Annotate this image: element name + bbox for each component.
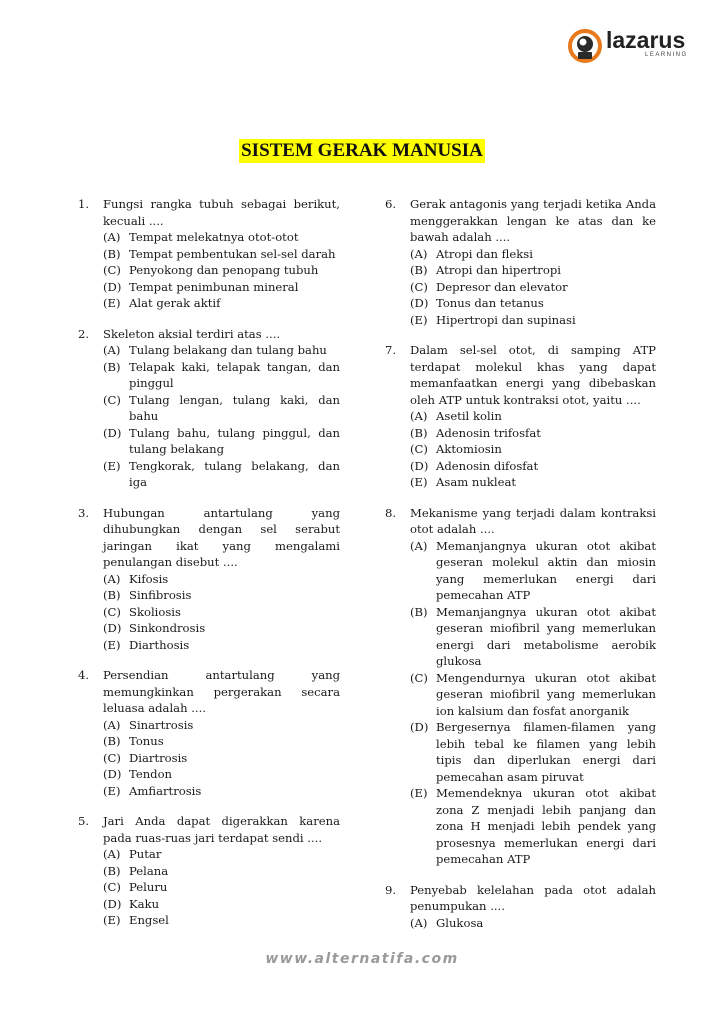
answer-option (410, 295, 656, 312)
option-text: Adenosin difosfat (436, 458, 539, 473)
option-text: Asam nukleat (436, 475, 517, 489)
option-text: Amfiartrosis (129, 783, 202, 798)
question-item (78, 667, 340, 799)
question-item (385, 505, 656, 868)
option-label: (C) (103, 604, 121, 619)
answer-option (103, 863, 340, 880)
answer-option (103, 359, 340, 392)
option-label: (E) (103, 296, 121, 310)
option-text: Bergesernya filamen-filamen yang lebih tebal ke filamen yang lebih tipis dan diperlukan energi dari pemecahan asam piruvat (436, 720, 656, 784)
question-number: 3. (78, 505, 90, 520)
logo-subtitle: LEARNING (645, 52, 688, 58)
option-text: Mengendurnya ukuran otot akibat geseran miofibril yang memerlukan ion kalsium dan fosfat anorganik (436, 670, 656, 718)
option-text: Telapak kaki, telapak tangan, dan pinggul (129, 359, 340, 390)
answer-option (410, 279, 656, 296)
option-label: (D) (410, 296, 429, 310)
option-label: (A) (103, 717, 121, 732)
lazarus-logo-icon (567, 28, 603, 64)
questions-left-column (78, 196, 340, 943)
answer-option (103, 587, 340, 604)
option-label: (B) (103, 359, 121, 374)
option-label: (A) (103, 230, 121, 244)
answer-option (410, 408, 656, 425)
option-label: (D) (410, 458, 429, 473)
option-text: Memanjangnya ukuran otot akibat geseran molekul aktin dan miosin yang memerlukan energi dari pemecahan ATP (436, 538, 656, 602)
option-label: (E) (103, 637, 121, 652)
option-label: (A) (410, 915, 428, 930)
option-text: Alat gerak aktif (129, 296, 221, 310)
option-label: (E) (103, 913, 121, 927)
answer-option (410, 441, 656, 458)
option-text: Glukosa (436, 915, 484, 930)
page-title: SISTEM GERAK MANUSIA (241, 140, 483, 161)
answer-option (103, 229, 340, 246)
option-label: (A) (103, 847, 121, 861)
option-text: Memanjangnya ukuran otot akibat geseran miofibril yang memerlukan energi dari metabolisme aerobik glukosa (436, 604, 656, 668)
answer-option (410, 785, 656, 868)
answer-option (103, 342, 340, 359)
question-text: Mekanisme yang terjadi dalam kontraksi otot adalah .... (410, 505, 656, 536)
option-label: (D) (103, 425, 122, 440)
answer-option (103, 637, 340, 654)
option-text: Skoliosis (129, 604, 181, 619)
option-label: (D) (103, 279, 122, 294)
option-text: Sinkondrosis (129, 621, 206, 635)
answer-option (410, 538, 656, 604)
question-text: Dalam sel-sel otot, di samping ATP terdapat molekul khas yang dapat memanfaatkan energi yang dibebaskan oleh ATP untuk kontraksi otot, yaitu .... (410, 343, 656, 407)
option-label: (D) (103, 621, 122, 635)
question-text: Hubungan antartulang yang dihubungkan dengan sel serabut jaringan ikat yang mengalami penulangan disebut .... (103, 505, 340, 569)
answer-option (103, 766, 340, 783)
option-text: Hipertropi dan supinasi (436, 312, 576, 327)
option-label: (A) (410, 246, 428, 261)
option-label: (E) (103, 458, 121, 473)
question-item (385, 342, 656, 491)
option-text: Memendeknya ukuran otot akibat zona Z menjadi lebih panjang dan zona H menjadi lebih pendek yang prosesnya memerlukan energi dari pemecahan ATP (436, 786, 656, 866)
option-label: (D) (410, 720, 429, 734)
answer-option (103, 604, 340, 621)
footer (0, 948, 724, 967)
option-label: (C) (103, 392, 121, 407)
question-text: Persendian antartulang yang memungkinkan pergerakan secara leluasa adalah .... (103, 668, 340, 715)
answer-option (410, 670, 656, 720)
option-label: (C) (103, 263, 121, 277)
option-label: (A) (103, 571, 121, 586)
option-text: Asetil kolin (436, 409, 502, 423)
question-item (78, 196, 340, 312)
option-label: (A) (103, 343, 121, 357)
answer-option (103, 717, 340, 734)
option-label: (B) (103, 734, 121, 748)
option-text: Tonus (129, 734, 164, 748)
brand-logo (567, 27, 699, 65)
option-text: Tempat pembentukan sel-sel darah (129, 246, 336, 261)
option-label: (B) (410, 263, 428, 277)
answer-option (410, 425, 656, 442)
option-text: Sinfibrosis (129, 588, 192, 602)
footer-website: www.alternatifa.com (265, 951, 459, 967)
question-number: 4. (78, 668, 90, 682)
question-text: Fungsi rangka tubuh sebagai berikut, kecuali .... (103, 197, 340, 228)
question-number: 8. (385, 505, 397, 520)
option-label: (B) (410, 425, 428, 440)
option-text: Kifosis (129, 571, 169, 586)
option-text: Tulang bahu, tulang pinggul, dan tulang belakang (129, 425, 340, 456)
option-text: Sinartrosis (129, 717, 194, 732)
option-text: Depresor dan elevator (436, 279, 568, 294)
question-number: 5. (78, 814, 90, 828)
answer-option (103, 846, 340, 863)
option-label: (C) (410, 670, 428, 685)
option-label: (C) (410, 279, 428, 294)
question-number: 6. (385, 197, 397, 211)
answer-option (103, 246, 340, 263)
option-text: Aktomiosin (436, 442, 502, 456)
answer-option (103, 912, 340, 929)
answer-option (103, 295, 340, 312)
option-text: Diartrosis (129, 750, 188, 765)
option-text: Tulang belakang dan tulang bahu (129, 343, 327, 357)
answer-option (103, 783, 340, 800)
answer-option (410, 246, 656, 263)
option-label: (E) (410, 786, 428, 800)
answer-option (103, 458, 340, 491)
option-text: Diarthosis (129, 637, 190, 652)
option-label: (C) (103, 880, 121, 894)
option-text: Tempat melekatnya otot-otot (129, 230, 299, 244)
option-text: Kaku (129, 896, 160, 911)
question-text: Gerak antagonis yang terjadi ketika Anda menggerakkan lengan ke atas dan ke bawah adalah .... (410, 197, 656, 244)
answer-option (103, 879, 340, 896)
question-number: 2. (78, 326, 90, 341)
question-text: Jari Anda dapat digerakkan karena pada ruas-ruas jari terdapat sendi .... (103, 814, 340, 845)
question-item (78, 326, 340, 491)
option-label: (B) (103, 588, 121, 602)
answer-option (103, 392, 340, 425)
question-item (385, 882, 656, 932)
option-text: Tengkorak, tulang belakang, dan iga (129, 458, 340, 489)
question-item (385, 196, 656, 328)
option-label: (D) (103, 767, 122, 781)
question-number: 1. (78, 197, 90, 211)
question-item (78, 813, 340, 929)
option-text: Atropi dan fleksi (436, 246, 533, 261)
answer-option (410, 719, 656, 785)
answer-option (410, 474, 656, 491)
option-text: Tulang lengan, tulang kaki, dan bahu (129, 392, 340, 423)
answer-option (103, 896, 340, 913)
option-text: Putar (129, 847, 162, 861)
logo-wordmark: lazarus (606, 27, 686, 53)
option-text: Penyokong dan penopang tubuh (129, 263, 319, 277)
question-text: Penyebab kelelahan pada otot adalah penumpukan .... (410, 882, 656, 913)
question-text: Skeleton aksial terdiri atas .... (103, 326, 281, 341)
answer-option (103, 750, 340, 767)
answer-option (103, 620, 340, 637)
option-label: (E) (410, 312, 428, 327)
option-text: Tempat penimbunan mineral (129, 279, 299, 294)
option-label: (B) (410, 604, 428, 619)
answer-option (103, 279, 340, 296)
option-text: Engsel (129, 913, 169, 927)
answer-option (410, 915, 656, 932)
question-item (78, 505, 340, 654)
question-number: 9. (385, 882, 397, 897)
option-label: (E) (103, 783, 121, 798)
option-label: (E) (410, 475, 428, 489)
answer-option (103, 571, 340, 588)
option-label: (D) (103, 896, 122, 911)
answer-option (103, 733, 340, 750)
answer-option (103, 262, 340, 279)
option-text: Pelana (129, 863, 169, 878)
title-wrapper (0, 139, 724, 163)
option-text: Tonus dan tetanus (436, 296, 544, 310)
option-label: (B) (103, 246, 121, 261)
option-label: (B) (103, 863, 121, 878)
answer-option (410, 458, 656, 475)
answer-option (410, 604, 656, 670)
questions-right-column (385, 196, 656, 945)
option-label: (C) (410, 442, 428, 456)
answer-option (410, 262, 656, 279)
option-label: (C) (103, 750, 121, 765)
option-label: (A) (410, 409, 428, 423)
option-text: Atropi dan hipertropi (436, 263, 561, 277)
option-text: Adenosin trifosfat (436, 425, 541, 440)
option-text: Tendon (129, 767, 173, 781)
answer-option (410, 312, 656, 329)
answer-option (103, 425, 340, 458)
option-text: Peluru (129, 880, 168, 894)
question-number: 7. (385, 343, 397, 357)
option-label: (A) (410, 538, 428, 553)
